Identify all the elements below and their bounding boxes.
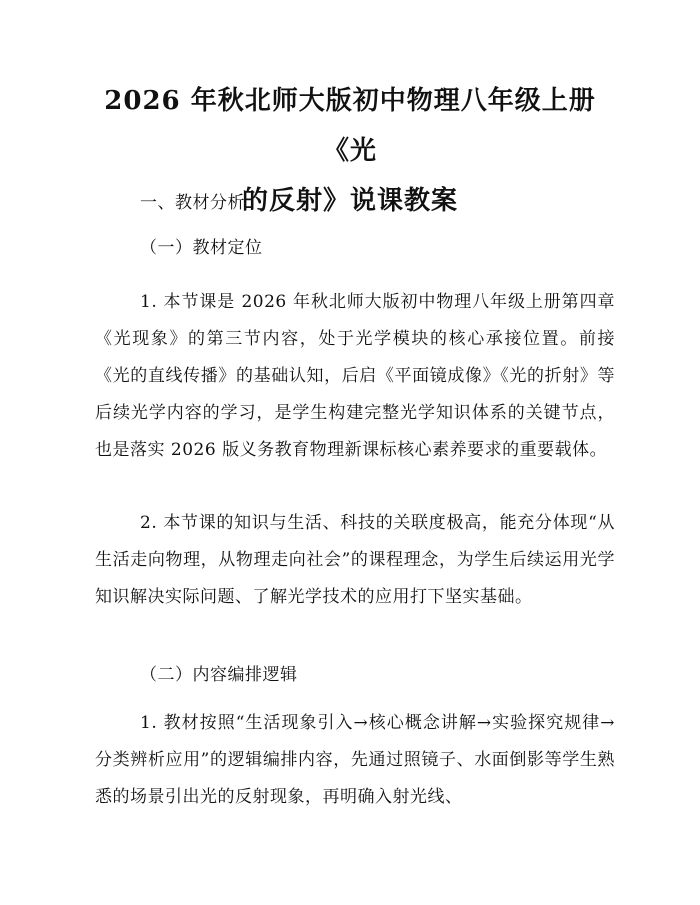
title-line-1: 2026 年秋北师大版初中物理八年级上册《光 [104,86,596,166]
subsection-heading-content-logic: （二）内容编排逻辑 [140,665,298,685]
paragraph-1: 1. 本节课是 2026 年秋北师大版初中物理八年级上册第四章《光现象》的第三节内容，处于光学模块的核心承接位置。前接《光的直线传播》的基础认知，后启《平面镜成像》《光的折射》等后续光学内容的学习，是学生构建完整光学知识体系的关键节点，也是落实 2026 版义务教育物理新课标核心素养要求的重要载体。 [95,292,615,460]
title-line-2: 的反射》说课教案 [241,186,458,216]
paragraph-3: 1. 教材按照“生活现象引入→核心概念讲解→实验探究规律→分类辨析应用”的逻辑编排内容，先通过照镜子、水面倒影等学生熟悉的场景引出光的反射现象，再明确入射光线、 [95,713,615,807]
paragraph-2: 2. 本节课的知识与生活、科技的关联度极高，能充分体现“从生活走向物理，从物理走向社会”的课程理念，为学生后续运用光学知识解决实际问题、了解光学技术的应用打下坚实基础。 [95,513,615,607]
section-heading-textbook-analysis: 一、教材分析 [140,193,245,213]
subsection-heading-positioning: （一）教材定位 [140,238,263,258]
